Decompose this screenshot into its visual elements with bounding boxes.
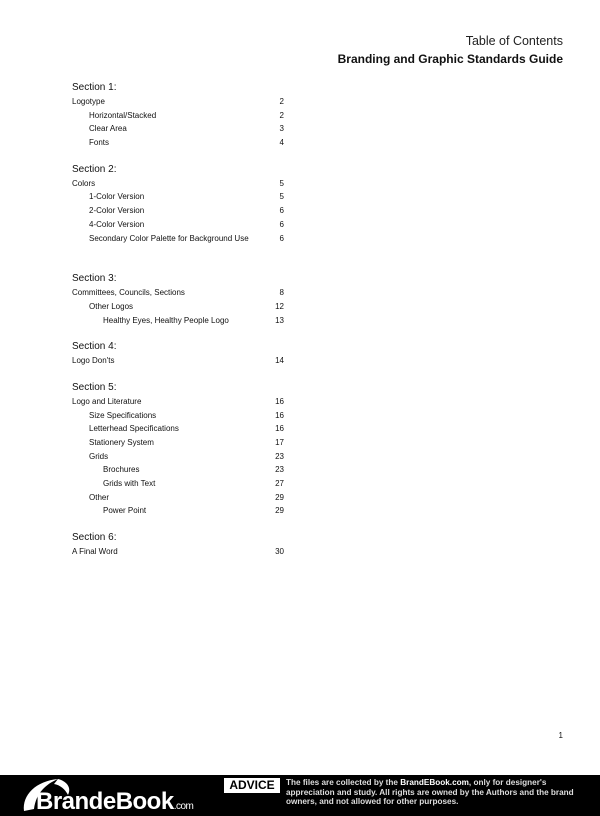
toc-entry[interactable] [72,204,284,218]
toc-entry-label: Power Point [103,506,147,516]
toc-entry-page: 30 [275,547,284,557]
section-title: Section 5: [72,381,117,393]
toc-entry[interactable] [72,95,284,109]
toc-entry-page: 23 [275,451,284,461]
toc-entry[interactable] [72,314,284,328]
toc-entry-page: 2 [279,110,284,120]
toc-entry-label: Size Specifications [89,410,157,420]
toc-entry[interactable] [72,109,284,123]
toc-entry[interactable] [72,190,284,204]
toc-section [72,531,284,559]
page-number: 1 [558,731,563,740]
toc-entry[interactable] [72,218,284,232]
toc-entry-label: Logotype [72,97,105,106]
toc-section [72,272,284,327]
toc-entry[interactable] [72,450,284,464]
toc-entry[interactable] [72,122,284,136]
toc-entry-page: 3 [279,124,284,134]
toc-entry[interactable] [72,477,284,491]
brand-logo[interactable]: BrandeBook.com [36,788,194,815]
toc-entry-label: Logo and Literature [72,396,142,406]
toc-entry-label: Stationery System [89,438,154,447]
section-title: Section 4: [72,341,117,353]
copyright-notice: The files are collected by the BrandEBook.com, only for designer's appreciation and study. All rights are owned by the Authors and the brand owners, and not allowed for other purposes. [286,778,574,807]
toc-entry[interactable] [72,286,284,300]
toc-entry-page: 29 [275,492,284,502]
advice-label: ADVICE [224,778,280,793]
toc-entry-label: Colors [72,178,96,188]
brand-link[interactable]: BrandEBook.com [400,778,469,787]
toc-entry-label: Other Logos [89,301,134,311]
toc-entry-page: 16 [275,410,284,420]
toc-entry-page: 8 [279,288,284,298]
toc-entry-label: 1-Color Version [89,192,145,202]
toc-entry-page: 14 [275,356,284,366]
toc-entry-label: 2-Color Version [89,206,145,216]
toc-entry-page: 27 [275,479,284,489]
toc-entry-page: 4 [279,138,284,148]
footer-banner [0,775,600,816]
toc-entry[interactable] [72,177,284,191]
toc-entry-label: Committees, Councils, Sections [72,288,185,298]
toc-entry[interactable] [72,491,284,505]
toc-entry-page: 6 [279,219,284,229]
toc-entry[interactable] [72,504,284,518]
toc-section [72,340,284,368]
toc-entry-label: Other [89,492,110,502]
toc-entry[interactable] [72,395,284,409]
toc-entry[interactable] [72,300,284,314]
toc-entry-label: Horizontal/Stacked [89,110,157,120]
toc-entry-label: 4-Color Version [89,219,145,229]
toc-entry-label: Clear Area [89,124,127,134]
table-of-contents [72,80,284,572]
document-subtitle: Branding and Graphic Standards Guide [337,52,563,66]
page-title: Table of Contents [465,34,563,48]
toc-entry[interactable] [72,409,284,423]
toc-entry-page: 6 [279,233,284,243]
toc-entry-page: 5 [279,178,284,188]
toc-entry-label: A Final Word [72,547,118,557]
toc-entry-label: Letterhead Specifications [89,424,179,434]
section-title: Section 3: [72,273,117,285]
toc-entry[interactable] [72,354,284,368]
toc-entry-label: Grids with Text [103,479,156,489]
toc-entry-page: 6 [279,206,284,216]
toc-entry-page: 5 [279,192,284,202]
toc-entry[interactable] [72,136,284,150]
toc-section [72,381,284,518]
toc-entry-label: Brochures [103,465,140,475]
toc-entry[interactable] [72,463,284,477]
toc-entry[interactable] [72,436,284,450]
section-title: Section 6: [72,532,117,544]
toc-entry-page: 23 [275,465,284,475]
toc-entry[interactable] [72,422,284,436]
toc-entry-page: 2 [279,97,284,106]
toc-entry-page: 16 [275,396,284,406]
section-title: Section 2: [72,163,117,175]
toc-entry-page: 16 [275,424,284,434]
toc-entry[interactable] [72,232,284,246]
toc-entry-label: Healthy Eyes, Healthy People Logo [103,315,229,325]
toc-entry-label: Secondary Color Palette for Background Use [89,233,249,243]
toc-section [72,81,284,150]
toc-entry-page: 17 [275,438,284,447]
toc-entry-page: 13 [275,315,284,325]
toc-section [72,163,284,245]
section-title: Section 1: [72,82,117,93]
toc-entry-label: Fonts [89,138,110,148]
toc-entry-label: Logo Don'ts [72,356,115,366]
toc-entry-label: Grids [89,451,109,461]
toc-entry-page: 29 [275,506,284,516]
toc-entry[interactable] [72,545,284,559]
toc-entry-page: 12 [275,301,284,311]
